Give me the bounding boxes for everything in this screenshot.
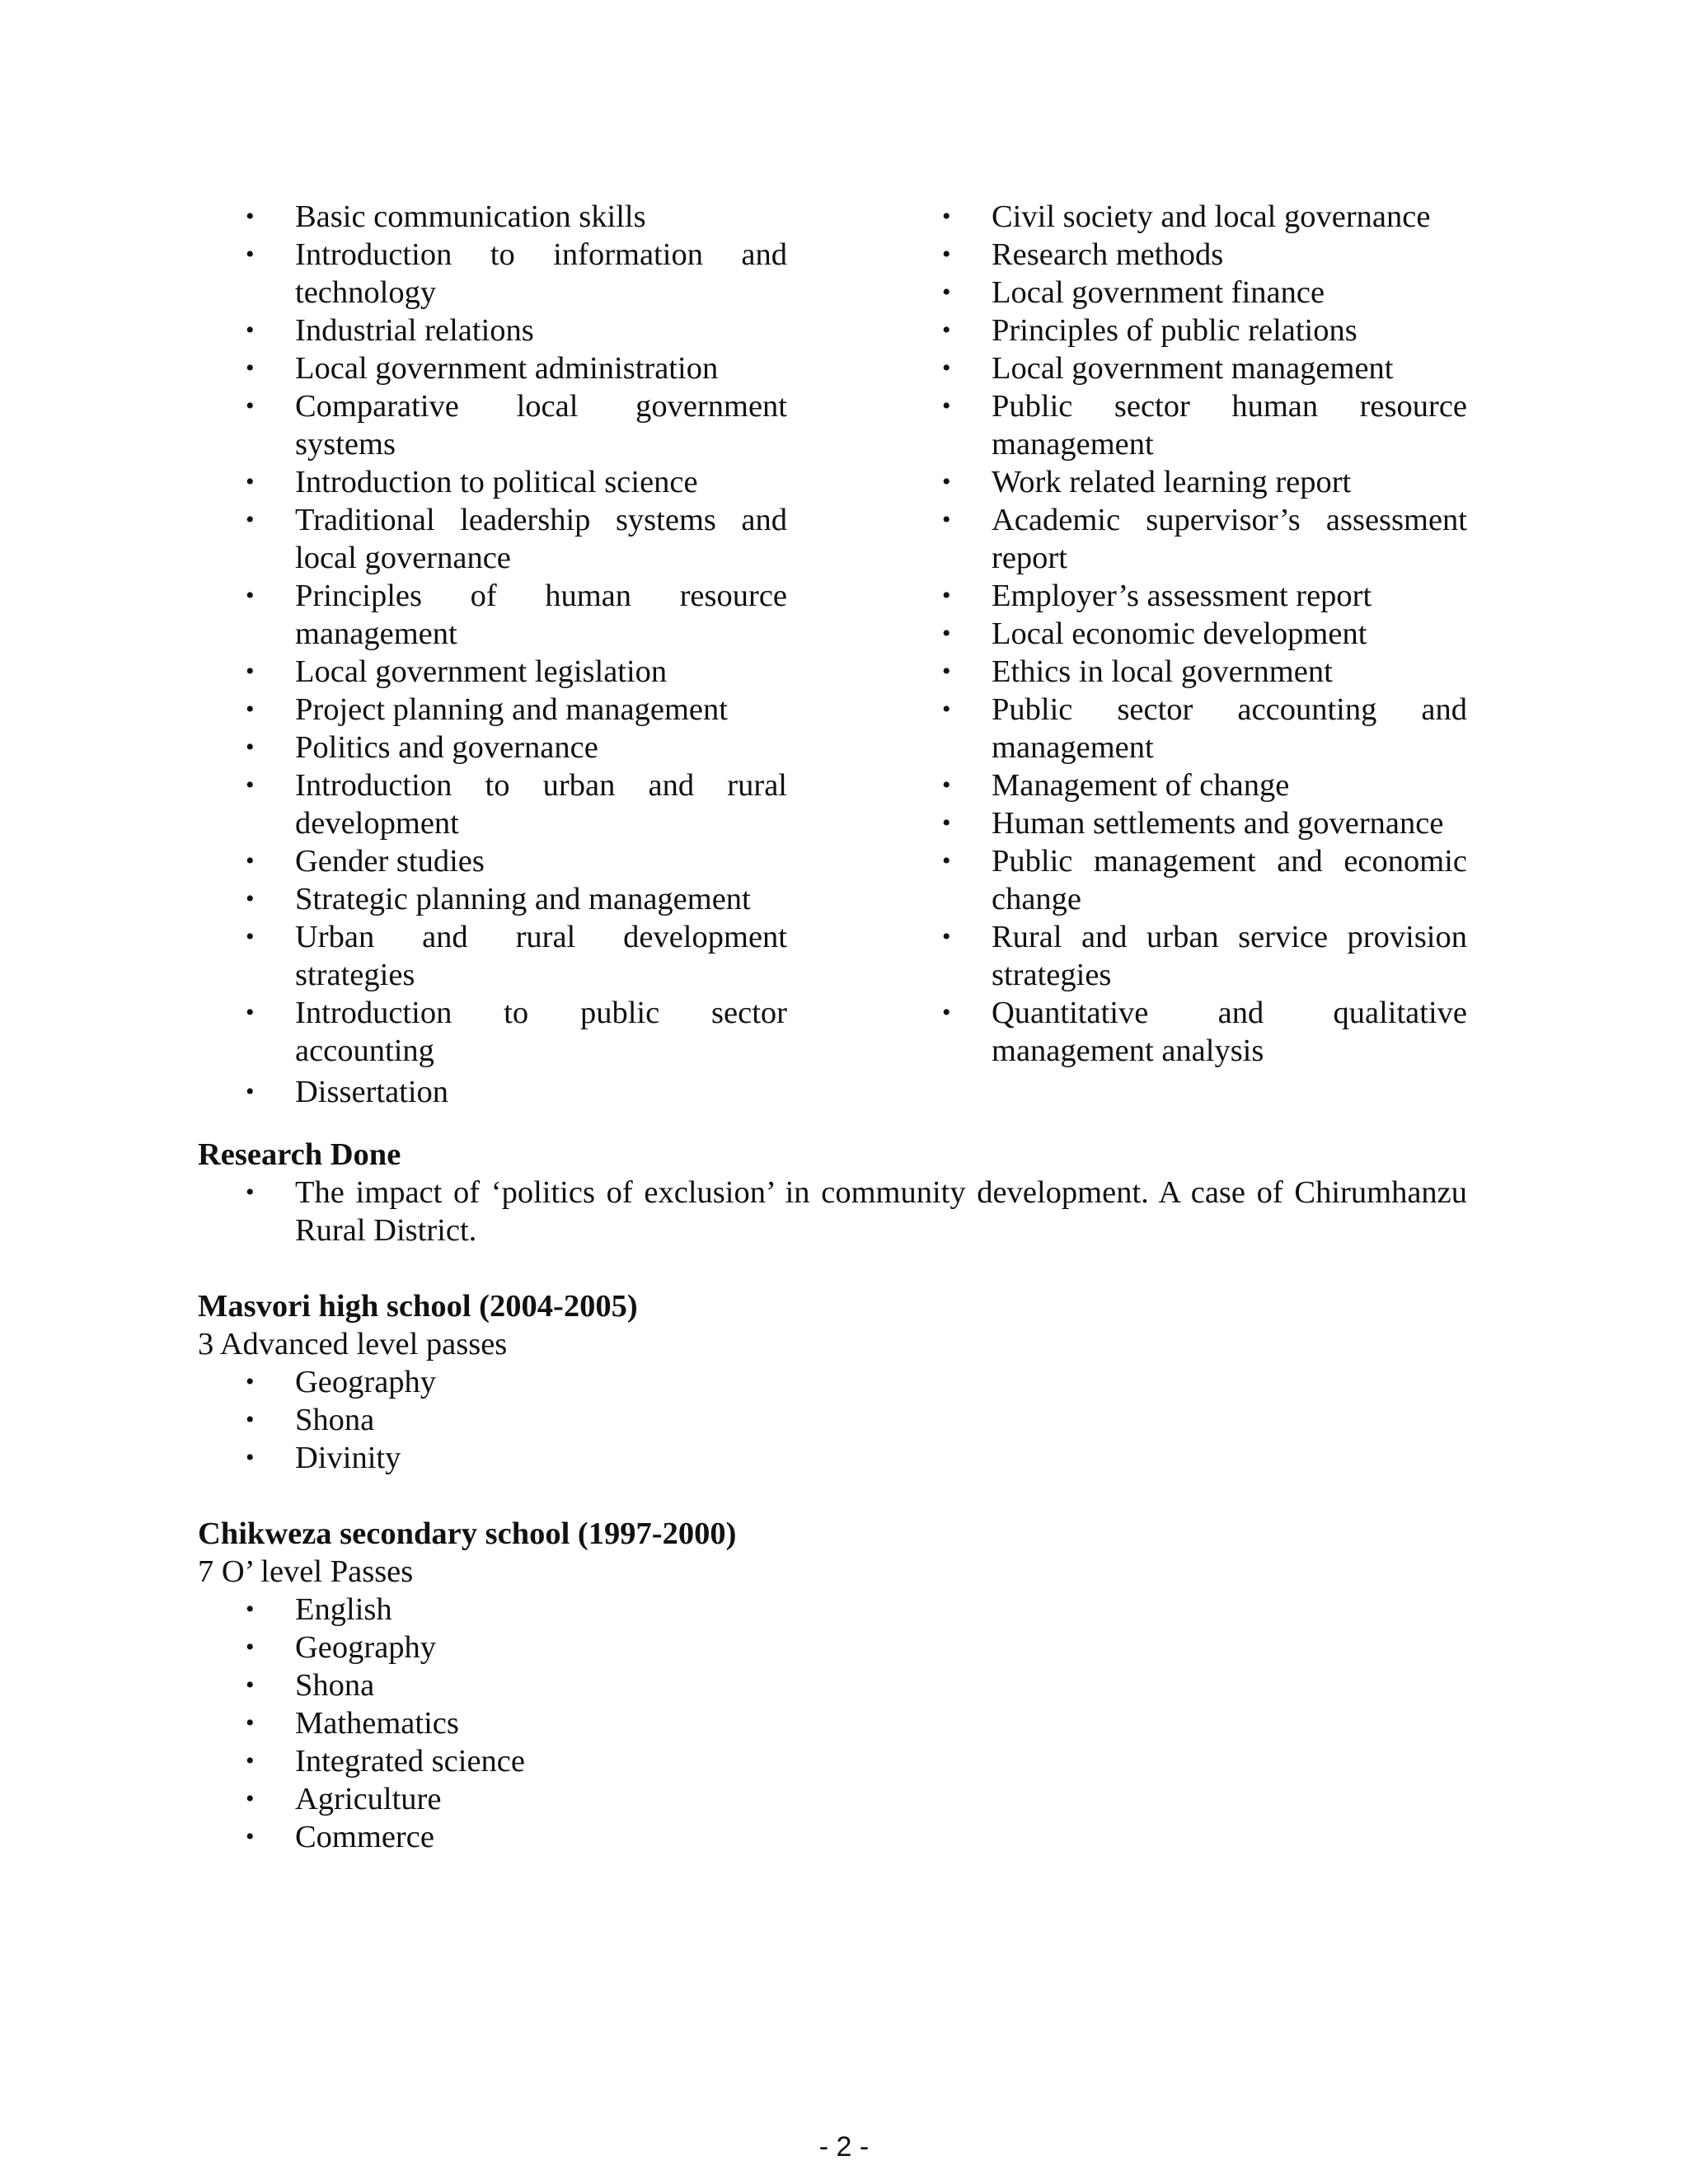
module-item-text: Civil society and local governance	[992, 199, 1431, 234]
module-item	[198, 198, 787, 236]
bullet-icon: •	[942, 203, 951, 230]
subject-item-text: Geography	[295, 1630, 437, 1665]
high-school-subject-list	[198, 1363, 1467, 1477]
module-item	[894, 274, 1467, 312]
module-item-text: Introduction to urban and rural development	[295, 768, 787, 841]
bullet-icon: •	[246, 1785, 255, 1812]
bullet-icon: •	[942, 658, 951, 685]
bullet-icon: •	[246, 1596, 255, 1623]
subject-item-text: Divinity	[295, 1441, 401, 1475]
bullet-icon: •	[246, 316, 255, 344]
module-item	[198, 994, 787, 1070]
subject-item	[198, 1666, 1467, 1704]
research-section	[198, 1136, 1467, 1249]
module-item	[198, 880, 787, 918]
bullet-icon: •	[246, 1078, 255, 1105]
module-item	[198, 463, 787, 501]
secondary-school-subject-list	[198, 1591, 1467, 1856]
subject-item	[198, 1591, 1467, 1629]
module-item-text: Public management and economic change	[992, 844, 1467, 916]
module-item	[198, 349, 787, 387]
module-item-text: Strategic planning and management	[295, 882, 751, 916]
module-item	[894, 387, 1467, 463]
bullet-icon: •	[246, 1179, 255, 1206]
bullet-icon: •	[246, 506, 255, 533]
module-item-text: Comparative local government systems	[295, 389, 787, 462]
bullet-icon: •	[942, 241, 951, 268]
bullet-icon: •	[942, 506, 951, 533]
module-item	[894, 198, 1467, 236]
subject-item-text: Shona	[295, 1403, 375, 1437]
module-item	[198, 653, 787, 691]
bullet-icon: •	[942, 392, 951, 419]
module-item-text: Local government administration	[295, 351, 719, 386]
bullet-icon: •	[942, 847, 951, 874]
research-heading: Research Done	[198, 1137, 401, 1172]
module-item	[894, 501, 1467, 577]
module-item-text: Introduction to public sector accounting	[295, 996, 787, 1068]
module-item-text: Basic communication skills	[295, 199, 646, 234]
module-item	[894, 236, 1467, 274]
bullet-icon: •	[942, 696, 951, 723]
module-item-text: Principles of human resource management	[295, 579, 787, 651]
bullet-icon: •	[246, 468, 255, 495]
secondary-school-section	[198, 1515, 1467, 1856]
module-item	[894, 842, 1467, 918]
modules-left-column	[198, 198, 787, 1111]
bullet-icon: •	[246, 1747, 255, 1774]
module-item	[198, 387, 787, 463]
subject-item	[198, 1780, 1467, 1818]
module-item	[198, 918, 787, 994]
bullet-icon: •	[246, 923, 255, 950]
page-number: - 2 -	[818, 2131, 870, 2163]
bullet-icon: •	[942, 316, 951, 344]
modules-right-column	[894, 198, 1467, 1070]
bullet-icon: •	[246, 1709, 255, 1736]
module-item	[894, 691, 1467, 766]
module-item	[894, 994, 1467, 1070]
module-item-text: Public sector accounting and management	[992, 692, 1467, 765]
subject-item-text: Agriculture	[295, 1782, 442, 1816]
module-item-text: Public sector human resource management	[992, 389, 1467, 462]
bullet-icon: •	[246, 658, 255, 685]
subject-item	[198, 1363, 1467, 1401]
module-item-text: Urban and rural development strategies	[295, 920, 787, 992]
module-item	[198, 312, 787, 349]
module-item	[894, 349, 1467, 387]
bullet-icon: •	[246, 847, 255, 874]
module-item	[894, 577, 1467, 615]
module-item-text: Employer’s assessment report	[992, 579, 1372, 613]
bullet-icon: •	[942, 582, 951, 609]
subject-item-text: Integrated science	[295, 1744, 525, 1779]
bullet-icon: •	[246, 696, 255, 723]
bullet-icon: •	[246, 582, 255, 609]
bullet-icon: •	[246, 885, 255, 912]
module-item-text: Introduction to information and technology	[295, 237, 787, 310]
research-list	[198, 1174, 1467, 1249]
bullet-icon: •	[942, 809, 951, 837]
bullet-icon: •	[246, 771, 255, 799]
module-item-text: Academic supervisor’s assessment report	[992, 503, 1467, 575]
secondary-school-summary: 7 O’ level Passes	[198, 1554, 414, 1589]
subject-item-text: English	[295, 1592, 392, 1627]
module-item-text: Dissertation	[295, 1075, 449, 1109]
module-item	[198, 729, 787, 766]
module-item-text: Traditional leadership systems and local governance	[295, 503, 787, 575]
module-item	[894, 653, 1467, 691]
module-item	[198, 577, 787, 653]
bullet-icon: •	[246, 392, 255, 419]
subject-item	[198, 1742, 1467, 1780]
subject-item	[198, 1704, 1467, 1742]
module-item	[198, 691, 787, 729]
bullet-icon: •	[246, 999, 255, 1026]
bullet-icon: •	[942, 620, 951, 647]
module-item-text: Local economic development	[992, 616, 1367, 651]
subject-item-text: Shona	[295, 1668, 375, 1703]
bullet-icon: •	[246, 203, 255, 230]
bullet-icon: •	[246, 1444, 255, 1471]
bullet-icon: •	[942, 771, 951, 799]
bullet-icon: •	[942, 354, 951, 382]
module-item	[894, 312, 1467, 349]
module-item	[198, 236, 787, 312]
module-item	[198, 766, 787, 842]
bullet-icon: •	[246, 1633, 255, 1661]
subject-item	[198, 1401, 1467, 1439]
module-item	[894, 766, 1467, 804]
high-school-section	[198, 1287, 1467, 1477]
research-item	[198, 1174, 1467, 1249]
module-item	[894, 463, 1467, 501]
bullet-icon: •	[246, 241, 255, 268]
subject-item	[198, 1439, 1467, 1477]
bullet-icon: •	[942, 468, 951, 495]
module-item	[894, 615, 1467, 653]
subject-item-text: Commerce	[295, 1820, 434, 1854]
bullet-icon: •	[246, 354, 255, 382]
bullet-icon: •	[246, 1823, 255, 1850]
bullet-icon: •	[246, 1368, 255, 1395]
module-item-text: Politics and governance	[295, 730, 598, 765]
module-item-text: Management of change	[992, 768, 1290, 803]
module-item-text: Quantitative and qualitative management analysis	[992, 996, 1467, 1068]
module-item-text: Principles of public relations	[992, 313, 1357, 348]
module-item-text: Local government management	[992, 351, 1394, 386]
module-item-text: Project planning and management	[295, 692, 728, 727]
module-item	[198, 501, 787, 577]
bullet-icon: •	[246, 733, 255, 761]
modules-left-list	[198, 198, 787, 1111]
module-item-text: Introduction to political science	[295, 465, 698, 499]
module-item	[198, 1073, 787, 1111]
module-item	[894, 918, 1467, 994]
secondary-school-heading: Chikweza secondary school (1997-2000)	[198, 1516, 737, 1551]
high-school-heading: Masvori high school (2004-2005)	[198, 1289, 638, 1324]
bullet-icon: •	[942, 279, 951, 306]
module-item-text: Research methods	[992, 237, 1224, 272]
module-item	[894, 804, 1467, 842]
subject-item-text: Mathematics	[295, 1706, 459, 1741]
high-school-summary: 3 Advanced level passes	[198, 1327, 508, 1361]
bullet-icon: •	[246, 1406, 255, 1433]
bullet-icon: •	[246, 1671, 255, 1699]
module-item-text: Local government legislation	[295, 654, 668, 689]
module-item	[198, 842, 787, 880]
module-item-text: Gender studies	[295, 844, 485, 879]
bullet-icon: •	[942, 923, 951, 950]
module-item-text: Work related learning report	[992, 465, 1352, 499]
modules-right-list	[894, 198, 1467, 1070]
subject-item	[198, 1629, 1467, 1666]
subject-item-text: Geography	[295, 1365, 437, 1399]
module-item-text: Human settlements and governance	[992, 806, 1444, 841]
module-item-text: Ethics in local government	[992, 654, 1333, 689]
bullet-icon: •	[942, 999, 951, 1026]
subject-item	[198, 1818, 1467, 1856]
module-item-text: Local government finance	[992, 275, 1325, 310]
research-item-text: The impact of ‘politics of exclusion’ in community development. A case of Chirumhanzu Rural District.	[295, 1175, 1467, 1248]
module-item-text: Industrial relations	[295, 313, 534, 348]
module-item-text: Rural and urban service provision strategies	[992, 920, 1467, 992]
